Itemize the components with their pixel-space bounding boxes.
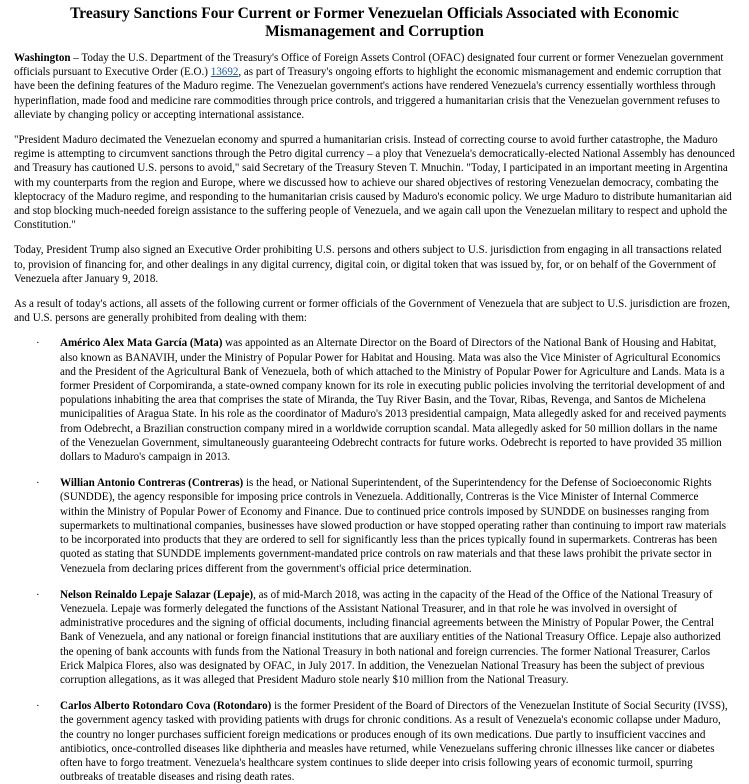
intro-paragraph <box>14 51 735 122</box>
official-description: , as of mid-March 2018, was acting in the capacity of the Head of the Office of the National Treasury of Venezuela. Lepaje was formerly delegated the functions of the Assistant National Treasurer, and in that role he was involved in oversight of administrative procedures and the signing of official documents, including financial agreements between the Ministry of Popular Power, the Central Bank of Venezuela, and any national or foreign financial institutions that are auxiliary entities of the National Treasury Office. Lepaje also authorized the opening of bank accounts with funds from the National Treasury in both national and foreign currencies. The former National Treasurer, Carlos Erick Malpica Flores, also was designated by OFAC, in July 2017. In addition, the Venezuelan National Treasury has been the subject of previous corruption allegations, as it was alleged that President Maduro stole nearly $10 million from the National Treasury. <box>60 588 721 686</box>
officials-list <box>14 336 735 784</box>
list-item <box>14 336 735 464</box>
list-item <box>14 476 735 575</box>
official-name: Willian Antonio Contreras (Contreras) <box>60 477 244 490</box>
bullet-icon: · <box>36 700 40 713</box>
dateline: Washington <box>14 52 71 64</box>
executive-order-paragraph: Today, President Trump also signed an Executive Order prohibiting U.S. persons and others subject to U.S. jurisdiction from engaging in all transactions related to, provision of financing for, and other dealings in any digital currency, digital coin, or digital token that was issued by, for, or on behalf of the Government of Venezuela after January 9, 2018. <box>14 244 722 285</box>
intro-text-after-link: , as part of Treasury's ongoing efforts to highlight the economic mismanagement and endemic corruption that have been the defining features of the Maduro regime. The Venezuelan government's actions have rendered Venezuela's currency essentially worthless through hyperinflation, made food and medicine rare commodities through price controls, and triggered a humanitarian crisis that the Venezuelan government refuses to alleviate by changing policy or accepting international assistance. <box>14 66 722 121</box>
official-description: is the former President of the Board of Directors of the Venezuelan Institute of Social Security (IVSS), the government agency tasked with providing patients with drugs for chronic conditions. As a result of Venezuela's economic collapse under Maduro, the country no longer purchases sufficient foreign medications or produces enough of its own medications. Due partly to insufficient vaccines and antibiotics, once-controlled diseases like diphtheria and measles have returned, while Venezuelans suffering chronic illnesses like cancer or diabetes often have to forgo treatment. Venezuela's healthcare system continues to slide deeper into crisis following years of economic turmoil, spurring outbreaks of treatable diseases and rising death rates. <box>60 700 728 784</box>
bullet-icon: · <box>36 337 40 350</box>
result-paragraph: As a result of today's actions, all assets of the following current or former officials of the Government of Venezuela that are subject to U.S. jurisdiction are frozen, and U.S. persons are generally prohibited from dealing with them: <box>14 298 731 325</box>
list-item <box>14 588 735 687</box>
executive-order-link[interactable]: 13692 <box>210 66 239 79</box>
intro-text-before-link: – Today the U.S. Department of the Treasury's Office of Foreign Assets Control (OFAC) designated four current or former Venezuelan government officials pursuant to Executive Order (E.O.) <box>14 52 724 79</box>
official-name: Nelson Reinaldo Lepaje Salazar (Lepaje) <box>60 588 254 601</box>
official-description: was appointed as an Alternate Director on the Board of Directors of the National Bank of Housing and Habitat, also known as BANAVIH, under the Ministry of Popular Power for Habitat and Housing. Mata was also the Vice Minister of Agricultural Economics and the President of the Agricultural Bank of Venezuela, both of which attached to the Ministry of Popular Power for Agriculture and Lands. Mata is a former President of Corpomiranda, a state-owned company known for its role in executing public policies involving the territorial development of and populations inhabiting the area that comprises the state of Miranda, the Tuy River Basin, and the Tovar, Ribas, Revenga, and Santos de Michelena municipalities of Aragua State. In his role as the coordinator of Maduro's 2013 presidential campaign, Mata allegedly asked for and received payments from Odebrecht, a Brazilian construction company mired in a worldwide corruption scandal. Mata allegedly asked for 50 million dollars in the name of the Venezuelan Government, simultaneously guaranteeing Odebrecht contracts for future works. Odebrecht is reported to have provided 35 million dollars to Maduro's campaign in 2013. <box>60 337 727 464</box>
bullet-icon: · <box>36 588 40 601</box>
quote-paragraph: "President Maduro decimated the Venezuelan economy and spurred a humanitarian crisis. Instead of correcting course to avoid further catastrophe, the Maduro regime is attempting to circumvent sanctions through the Petro digital currency – a ploy that Venezuela's democratically-elected National Assembly has denounced and Treasury has cautioned U.S. persons to avoid," said Secretary of the Treasury Steven T. Mnuchin. "Today, I participated in an important meeting in Argentina with my counterparts from the region and Europe, where we discussed how to achieve our shared objectives of restoring Venezuelan democracy, combating the kleptocracy of the Maduro regime, and responding to the humanitarian crisis caused by Maduro's economic policy. We urge Maduro to distribute humanitarian aid and stop blocking much-needed foreign assistance to the suffering people of Venezuela, and we again call upon the Venezuelan military to respect and uphold the Constitution." <box>14 134 735 232</box>
official-name: Carlos Alberto Rotondaro Cova (Rotondaro) <box>60 700 272 713</box>
page-title: Treasury Sanctions Four Current or Former Venezuelan Officials Associated with Economic Mismanagement and Corruption <box>70 5 679 40</box>
list-item <box>14 699 735 784</box>
official-name: Américo Alex Mata García (Mata) <box>60 337 223 350</box>
official-description: is the head, or National Superintendent, of the Superintendency for the Defense of Socioeconomic Rights (SUNDDE), the agency responsible for imposing price controls in Venezuela. Additionally, Contreras is the Vice Minister of Internal Commerce within the Ministry of Popular Power of Economy and Finance. Due to continued price controls imposed by SUNDDE on businesses ranging from supermarkets to multinational companies, businesses have slowed production or have stopped operating rather than continuing to import raw materials to be incorporated into products that they are ordered to sell for significantly less than the prices typically found in supermarkets. Contreras has been quoted as stating that SUNDDE implements government-mandated price controls on raw materials and that these laws prohibit the private sector in Venezuela from declaring prices different from the government's official price determination. <box>60 477 727 575</box>
bullet-icon: · <box>36 477 40 490</box>
